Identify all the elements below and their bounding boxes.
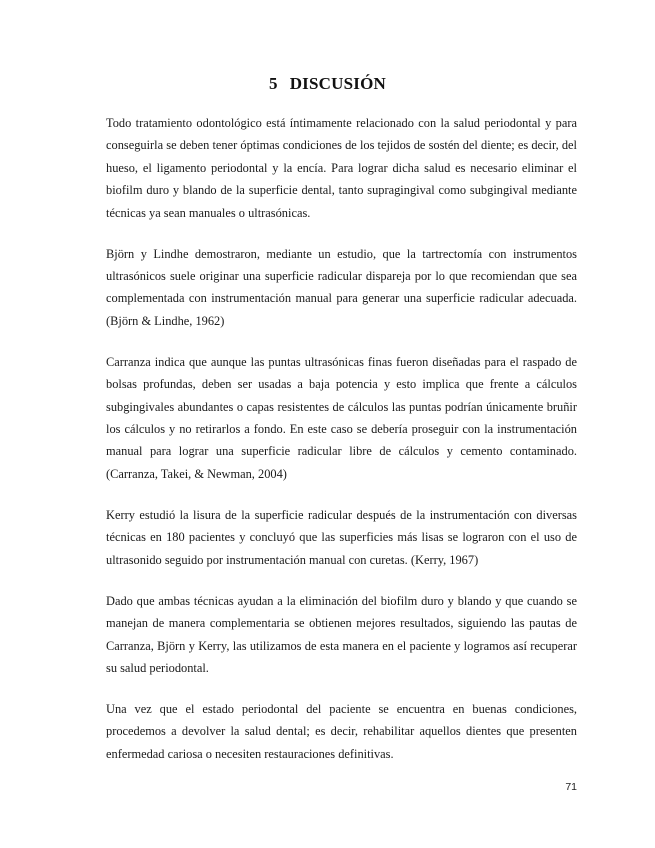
document-body — [106, 112, 577, 784]
paragraph-conclusion: Dado que ambas técnicas ayudan a la eliminación del biofilm duro y blando y que cuando se manejan de manera complementaria se obtienen mejores resultados, siguiendo las pautas de Carranza, Björn y Kerry, las utilizamos de esta manera en el paciente y logramos así recuperar su salud periodontal. — [106, 593, 577, 675]
paragraph-intro: Todo tratamiento odontológico está íntimamente relacionado con la salud periodontal y para conseguirla se deben tener óptimas condiciones de los tejidos de sostén del diente; es decir, del hueso, el ligamento periodontal y la encía. Para lograr dicha salud es necesario eliminar el biofilm duro y blando de la superficie dental, tanto supragingival como subgingival mediante técnicas ya sean manuales o ultrasónicas. — [106, 116, 577, 220]
section-title: DISCUSIÓN — [289, 74, 386, 93]
page-number: 71 — [565, 781, 577, 793]
paragraph-rehabilitation: Una vez que el estado periodontal del paciente se encuentra en buenas condiciones, procedemos a devolver la salud dental; es decir, rehabilitar aquellos dientes que presenten enfermedad cariosa o necesiten restauraciones definitivas. — [106, 701, 577, 761]
paragraph-kerry: Kerry estudió la lisura de la superficie radicular después de la instrumentación con diversas técnicas en 180 pacientes y concluyó que las superficies más lisas se lograron con el uso de ultrasonido seguido por instrumentación manual con curetas. (Kerry, 1967) — [106, 507, 577, 567]
paragraph-bjorn-lindhe: Björn y Lindhe demostraron, mediante un estudio, que la tartrectomía con instrumentos ultrasónicos suele originar una superficie radicular dispareja por lo que recomiendan que sea complementada con instrumentación manual para generar una superficie radicular adecuada. (Björn & Lindhe, 1962) — [106, 246, 577, 328]
section-heading — [0, 74, 655, 94]
section-number: 5 — [269, 74, 278, 93]
paragraph-carranza: Carranza indica que aunque las puntas ultrasónicas finas fueron diseñadas para el raspado de bolsas profundas, deben ser usadas a baja potencia y esto implica que frente a cálculos subgingivales abundantes o capas resistentes de cálculos las puntas podrían únicamente bruñir los cálculos y no retirarlos a fondo. En este caso se debería proseguir con la instrumentación manual para lograr una superficie radicular libre de cálculos y cemento contaminado. (Carranza, Takei, & Newman, 2004) — [106, 354, 577, 481]
